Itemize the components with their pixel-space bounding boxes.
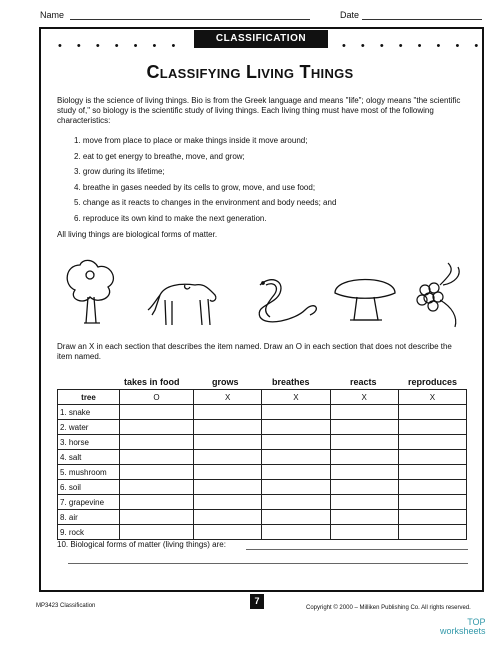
watermark-line2: worksheets	[440, 626, 486, 636]
answer-cell[interactable]	[398, 450, 466, 465]
table-row	[58, 420, 467, 435]
answer-cell[interactable]	[330, 480, 398, 495]
answer-cell[interactable]	[262, 405, 330, 420]
row-label: 8. air	[58, 510, 120, 525]
answer-cell[interactable]	[262, 495, 330, 510]
answer-cell[interactable]	[194, 420, 262, 435]
question-10-label: 10. Biological forms of matter (living things) are:	[57, 540, 226, 549]
answer-cell[interactable]	[194, 465, 262, 480]
footer-left: MP3423 Classification	[36, 603, 96, 609]
answer-cell[interactable]	[120, 525, 194, 540]
example-mark: X	[398, 390, 466, 405]
footer-copyright: Copyright © 2000 – Milliken Publishing Co. All rights reserved.	[306, 605, 471, 611]
row-label: 3. horse	[58, 435, 120, 450]
answer-cell[interactable]	[330, 405, 398, 420]
answer-cell[interactable]	[398, 435, 466, 450]
classification-table	[57, 389, 467, 540]
pictures-row	[60, 255, 470, 330]
answer-cell[interactable]	[120, 465, 194, 480]
answer-cell[interactable]	[330, 495, 398, 510]
watermark	[440, 618, 486, 636]
answer-cell[interactable]	[194, 480, 262, 495]
example-mark: X	[330, 390, 398, 405]
answer-cell[interactable]	[120, 510, 194, 525]
name-field[interactable]	[70, 19, 310, 20]
row-label: 9. rock	[58, 525, 120, 540]
col-header-reproduces: reproduces	[408, 377, 458, 387]
answer-cell[interactable]	[194, 435, 262, 450]
answer-cell[interactable]	[330, 465, 398, 480]
mushroom-picture	[335, 280, 395, 321]
characteristic-item: 6. reproduce its own kind to make the next generation.	[74, 213, 267, 223]
question-10-answer-line[interactable]	[246, 549, 468, 550]
table-row	[58, 480, 467, 495]
characteristic-item: 3. grow during its lifetime;	[74, 167, 165, 176]
answer-cell[interactable]	[120, 435, 194, 450]
characteristic-item: 4. breathe in gases needed by its cells to grow, move, and use food;	[74, 182, 316, 192]
answer-cell[interactable]	[330, 510, 398, 525]
answer-cell[interactable]	[194, 510, 262, 525]
answer-cell[interactable]	[262, 420, 330, 435]
tree-picture	[67, 260, 113, 323]
characteristic-item: 2. eat to get energy to breathe, move, and grow;	[74, 151, 245, 161]
name-label: Name	[40, 10, 65, 20]
example-mark: X	[194, 390, 262, 405]
answer-cell[interactable]	[330, 450, 398, 465]
example-row	[58, 390, 467, 405]
answer-cell[interactable]	[120, 480, 194, 495]
answer-cell[interactable]	[262, 525, 330, 540]
answer-cell[interactable]	[194, 450, 262, 465]
row-label: 6. soil	[58, 480, 120, 495]
example-row-name: tree	[58, 390, 120, 405]
answer-cell[interactable]	[398, 495, 466, 510]
answer-cell[interactable]	[330, 525, 398, 540]
snake-picture	[259, 280, 316, 322]
grapevine-picture	[417, 263, 459, 327]
answer-cell[interactable]	[120, 450, 194, 465]
summary-sentence: All living things are biological forms of matter.	[57, 230, 218, 239]
answer-cell[interactable]	[120, 495, 194, 510]
answer-cell[interactable]	[398, 465, 466, 480]
answer-cell[interactable]	[194, 495, 262, 510]
table-row	[58, 510, 467, 525]
watermark-line1: TOP	[467, 617, 486, 627]
dot-border-right: • • • • • • • •	[342, 40, 485, 52]
answer-cell[interactable]	[398, 510, 466, 525]
row-label: 4. salt	[58, 450, 120, 465]
answer-cell[interactable]	[262, 450, 330, 465]
answer-cell[interactable]	[262, 480, 330, 495]
col-header-grows: grows	[212, 377, 239, 387]
page-title: Classifying Living Things	[146, 62, 354, 82]
table-row	[58, 450, 467, 465]
question-10-answer-line-2[interactable]	[68, 563, 468, 564]
table-row	[58, 405, 467, 420]
answer-cell[interactable]	[120, 405, 194, 420]
example-mark: O	[120, 390, 194, 405]
characteristics-list	[74, 133, 336, 226]
table-row	[58, 465, 467, 480]
row-label: 7. grapevine	[58, 495, 120, 510]
page-number: 7	[250, 594, 264, 609]
answer-cell[interactable]	[262, 465, 330, 480]
col-header-food: takes in food	[124, 377, 180, 387]
answer-cell[interactable]	[330, 420, 398, 435]
classification-banner: CLASSIFICATION	[194, 30, 328, 48]
answer-cell[interactable]	[398, 420, 466, 435]
answer-cell[interactable]	[194, 405, 262, 420]
answer-cell[interactable]	[398, 405, 466, 420]
horse-picture	[148, 284, 216, 325]
characteristic-item: 1. move from place to place or make things inside it move around;	[74, 136, 308, 145]
table-row	[58, 525, 467, 540]
answer-cell[interactable]	[262, 510, 330, 525]
answer-cell[interactable]	[398, 525, 466, 540]
instructions: Draw an X in each section that describes the item named. Draw an O in each section that does not describe the item named.	[57, 342, 452, 361]
answer-cell[interactable]	[262, 435, 330, 450]
answer-cell[interactable]	[120, 420, 194, 435]
date-label: Date	[340, 10, 360, 20]
intro-paragraph: Biology is the science of living things. Bio is from the Greek language and means "life"; ology means "the scientific study of," so biology is the scientific study of living things. Each living thing must have most of the following characteristics:	[57, 96, 461, 125]
table-row	[58, 495, 467, 510]
row-label: 2. water	[58, 420, 120, 435]
date-field[interactable]	[362, 19, 482, 20]
col-header-reacts: reacts	[350, 377, 377, 387]
col-header-breathes: breathes	[272, 377, 310, 387]
table-row	[58, 435, 467, 450]
answer-cell[interactable]	[398, 480, 466, 495]
row-label: 5. mushroom	[58, 465, 120, 480]
characteristic-item: 5. change as it reacts to changes in the environment and body needs; and	[74, 198, 337, 207]
dot-border-left: • • • • • • •	[58, 40, 182, 52]
answer-cell[interactable]	[330, 435, 398, 450]
example-mark: X	[262, 390, 330, 405]
answer-cell[interactable]	[194, 525, 262, 540]
row-label: 1. snake	[58, 405, 120, 420]
